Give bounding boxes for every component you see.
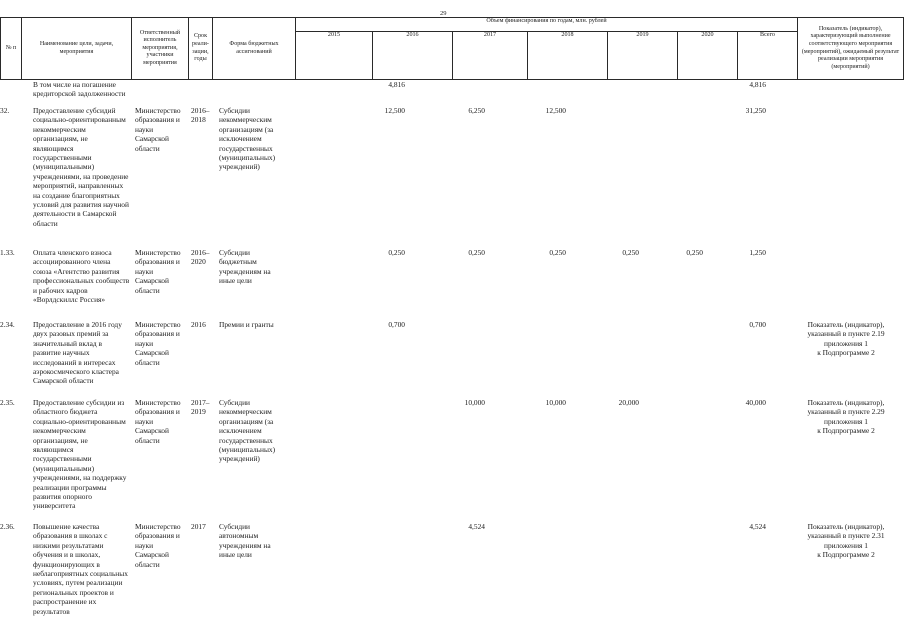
table-row xyxy=(0,248,905,320)
header-name: Наименование цели, задачи, мероприятия xyxy=(22,18,132,80)
header-year-2019: 2019 xyxy=(608,32,678,80)
table-row xyxy=(0,80,905,106)
table-row xyxy=(0,522,905,622)
header-year-2017: 2017 xyxy=(453,32,528,80)
row-num: 32. xyxy=(0,106,10,115)
row-value-2020: 0,250 xyxy=(686,248,703,257)
table-header xyxy=(0,17,904,80)
row-value-2018: 12,500 xyxy=(545,106,566,115)
row-num: 1.33. xyxy=(0,248,15,257)
row-term: 2016– 2020 xyxy=(191,248,210,267)
row-num: 2.35. xyxy=(0,398,15,407)
row-name: Предоставление в 2016 году двух разовых премий за значительный вклад в развитие научных исследований в интересах аэрокосмического кластера Самарской области xyxy=(33,320,122,386)
row-value-2019: 0,250 xyxy=(622,248,639,257)
row-responsible: Министерство образования и науки Самарской области xyxy=(135,522,181,569)
header-num: № п xyxy=(1,18,22,80)
row-term: 2016 xyxy=(191,320,206,329)
row-value-total: 4,816 xyxy=(749,80,766,89)
row-name: В том числе на погашение кредиторской задолженности xyxy=(33,80,126,99)
table-row xyxy=(0,106,905,248)
table-row xyxy=(0,320,905,398)
row-form: Субсидии автономным учреждениям на иные цели xyxy=(219,522,271,560)
row-form: Премии и гранты xyxy=(219,320,274,329)
row-value-total: 1,250 xyxy=(749,248,766,257)
row-term: 2017 xyxy=(191,522,206,531)
row-form: Субсидии бюджетным учреждениям на иные цели xyxy=(219,248,271,286)
row-value-total: 0,700 xyxy=(749,320,766,329)
row-name: Предоставление субсидии из областного бюджета социально-ориентированным некоммерческим организациям, не являющимся государственными (муниципальными) учреждениями, на поддержку реализации программы развития опорного университета xyxy=(33,398,127,511)
row-name: Оплата членского взноса ассоциированного члена союза «Агентство развития профессиональных сообществ и рабочих кадров «Ворлдскиллс Россия» xyxy=(33,248,130,305)
row-form: Субсидии некоммерческим организациям (за исключением государственных (муниципальных) учреждений) xyxy=(219,398,276,464)
row-value-2018: 10,000 xyxy=(545,398,566,407)
table-body xyxy=(0,80,905,622)
row-name: Предоставление субсидий социально-ориентированным некоммерческим организациям, не являющимся государственными (муниципальными) учреждениями, на проведение мероприятий, направленных на создание благоприятных условий для развития научной деятельности в Самарской области xyxy=(33,106,129,228)
header-year-2020: 2020 xyxy=(678,32,738,80)
row-value-2016: 0,700 xyxy=(388,320,405,329)
header-responsible: Ответственный исполнитель мероприятия, участники мероприятия xyxy=(132,18,189,80)
row-responsible: Министерство образования и науки Самарской области xyxy=(135,106,181,153)
row-value-2017: 4,524 xyxy=(468,522,485,531)
header-funding: Объем финансирования по годам, млн. рублей xyxy=(296,18,798,32)
header-year-2018: 2018 xyxy=(528,32,608,80)
row-num: 2.34. xyxy=(0,320,15,329)
row-value-total: 4,524 xyxy=(749,522,766,531)
row-value-2017: 0,250 xyxy=(468,248,485,257)
row-value-2017: 6,250 xyxy=(468,106,485,115)
table-row xyxy=(0,398,905,522)
row-responsible: Министерство образования и науки Самарской области xyxy=(135,320,181,367)
row-value-total: 40,000 xyxy=(745,398,766,407)
header-year-2015: 2015 xyxy=(296,32,373,80)
row-indicator: Показатель (индикатор), указанный в пункте 2.29 приложения 1 к Подпрограмме 2 xyxy=(807,398,885,436)
row-responsible: Министерство образования и науки Самарской области xyxy=(135,398,181,445)
row-value-2016: 0,250 xyxy=(388,248,405,257)
page-number: 29 xyxy=(440,10,447,17)
row-value-2016: 12,500 xyxy=(384,106,405,115)
header-year-2016: 2016 xyxy=(373,32,453,80)
row-value-2017: 10,000 xyxy=(464,398,485,407)
header-indicator: Показатель (индикатор), характеризующий выполнение соответствующего мероприятия (мероприятий), ожидаемый результат реализации мероприятия (мероприятий) xyxy=(798,18,904,80)
row-responsible: Министерство образования и науки Самарской области xyxy=(135,248,181,295)
row-form: Субсидии некоммерческим организациям (за исключением государственных (муниципальных) учреждений) xyxy=(219,106,276,172)
row-num: 2.36. xyxy=(0,522,15,531)
row-term: 2016– 2018 xyxy=(191,106,210,125)
header-total: Всего xyxy=(738,32,798,80)
row-indicator: Показатель (индикатор), указанный в пункте 2.19 приложения 1 к Подпрограмме 2 xyxy=(807,320,885,358)
row-term: 2017– 2019 xyxy=(191,398,210,417)
row-name: Повышение качества образования в школах с низкими результатами обучения и в школах, функционирующих в неблагоприятных социальных условиях, путем реализации региональных проектов и распространение их результатов xyxy=(33,522,128,616)
header-term: Срок реали-зации, годы xyxy=(189,18,213,80)
row-indicator: Показатель (индикатор), указанный в пункте 2.31 приложения 1 к Подпрограмме 2 xyxy=(807,522,885,560)
row-value-total: 31,250 xyxy=(745,106,766,115)
row-value-2019: 20,000 xyxy=(618,398,639,407)
row-value-2016: 4,816 xyxy=(388,80,405,89)
row-value-2018: 0,250 xyxy=(549,248,566,257)
header-form: Форма бюджетных ассигнований xyxy=(213,18,296,80)
